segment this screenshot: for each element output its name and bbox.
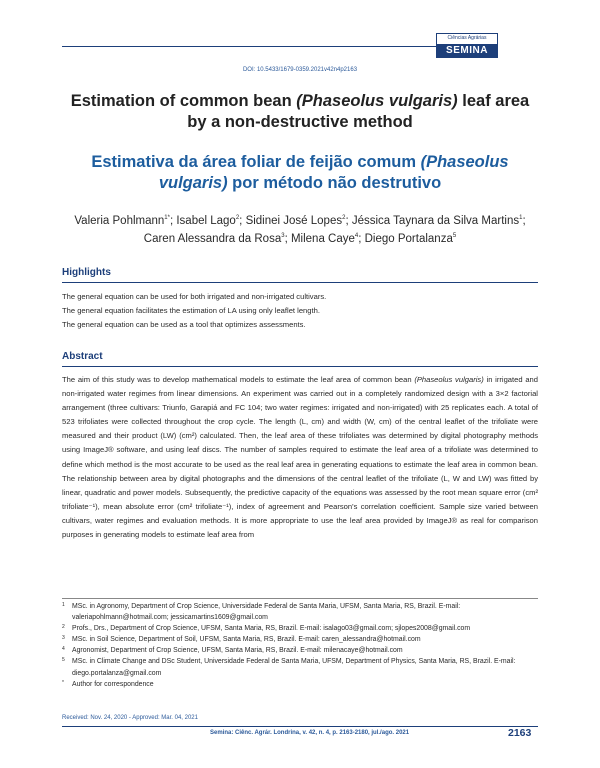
logo-name: SEMINA: [437, 44, 497, 58]
header-rule: [62, 46, 437, 47]
highlights-list: [62, 290, 538, 332]
author: Sidinei José Lopes$^2$;: [245, 215, 352, 227]
logo-subtitle: Ciências Agrárias: [447, 35, 487, 41]
abstract-rule: [62, 366, 538, 367]
author-list: [60, 212, 540, 248]
author: Jéssica Taynara da Silva Martins$^1$;: [351, 215, 526, 227]
author: Milena Caye$^4$;: [290, 233, 365, 245]
author: Diego Portalanza$^5$: [364, 233, 457, 245]
page-number: 2163: [508, 727, 532, 739]
footnote: * Author for correspondence: [62, 679, 154, 688]
footnote: 3 MSc. in Soil Science, Department of Soil, UFSM, Santa Maria, RS, Brazil. E-mail: caren_alessandra@hotmail.com: [62, 635, 421, 644]
footnote: 5 MSc. in Climate Change and DSc Student, Universidade Federal de Santa Maria, UFSM, Department of Physics, Santa Maria, RS, Brazil. E-mail: diego.portalanza@gmail.com: [62, 657, 516, 677]
doi-link[interactable]: DOI: 10.5433/1679-0359.2021v42n4p2163: [242, 67, 358, 73]
highlights-rule: [62, 282, 538, 283]
footnote: 2 Profs., Drs., Department of Crop Science, UFSM, Santa Maria, RS, Brazil. E-mail: isalago03@gmail.com; sjlopes2008@gmail.com: [62, 624, 471, 633]
journal-logo: [436, 33, 498, 58]
highlight-item: The general equation can be used as a tool that optimizes assessments.: [62, 320, 306, 329]
footnote: 4 Agronomist, Department of Crop Science, UFSM, Santa Maria, RS, Brazil. E-mail: milenacaye@hotmail.com: [62, 646, 403, 655]
highlight-item: The general equation facilitates the estimation of LA using only leaflet length.: [62, 306, 320, 315]
received-date: Received: Nov. 24, 2020 - Approved: Mar. 04, 2021: [62, 715, 198, 721]
highlights-heading: Highlights: [62, 267, 111, 278]
footnotes: [62, 601, 538, 690]
footnote: 1 MSc. in Agronomy, Department of Crop Science, Universidade Federal de Santa Maria, UFSM, Santa Maria, RS, Brazil. E-mail: valeriapohlmann@hotmail.com; jessicamartins1609@gmail.com: [62, 602, 461, 622]
title-english: Estimation of common bean (Phaseolus vulgaris) leaf area by a non-destructive method: [70, 92, 530, 131]
author: Isabel Lago$^2$;: [176, 215, 246, 227]
title-portuguese: Estimativa da área foliar de feijão comum (Phaseolus vulgaris) por método não destrutivo: [91, 153, 509, 192]
highlight-item: The general equation can be used for both irrigated and non-irrigated cultivars.: [62, 292, 327, 301]
footnote-rule: [62, 598, 538, 599]
author: Valeria Pohlmann$^{1*}$;: [74, 215, 177, 227]
abstract-body: The aim of this study was to develop mathematical models to estimate the leaf area of common bean (Phaseolus vulgaris) in irrigated and non-irrigated water regimes from linear dimensions. An experiment was carried out in a completely randomized design with a 3×2 factorial arrangement (three cultivars: Triunfo, Garapiá and FC 104; two water regimes: irrigated and non-irrigated) with 25 replicates each. A total of 523 trifoliates were collected throughout the crop cycle. The length (L, cm) and width (W, cm) of the central leaflet of the trifoliate were measured and their product (LW) (cm²) calculated. Then, the leaf area of these trifoliates was determined by digital photography methods using ImageJ® software, and using leaf discs. The number of samples required to estimate the leaf area of a trifoliate was determined to define which method is the most accurate to be used as the real leaf area in generating equations to estimate the leaf area in common bean. The relationship between area by digital photographs and the dimensions of the central leaflet of the trifoliate (L, W and LW) was fitted by linear, quadratic and power models. Subsequently, the predictive capacity of the equations was assessed by the root mean square error (cm² trifoliate⁻¹), mean absolute error (cm² trifoliate⁻¹), index of agreement and Pearson's correlation coefficient. Sample size varied between cultivars, water regimes and evaluation methods. It is more appropriate to use the leaf area provided by ImageJ® as real for comparison purposes in generating models to estimate leaf area from: [62, 375, 538, 540]
journal-citation: Semina: Ciênc. Agrár. Londrina, v. 42, n. 4, p. 2163-2180, jul./ago. 2021: [210, 730, 410, 736]
footer-rule: [62, 726, 538, 727]
author: Caren Alessandra da Rosa$^3$;: [143, 233, 291, 245]
abstract-heading: Abstract: [62, 351, 103, 362]
